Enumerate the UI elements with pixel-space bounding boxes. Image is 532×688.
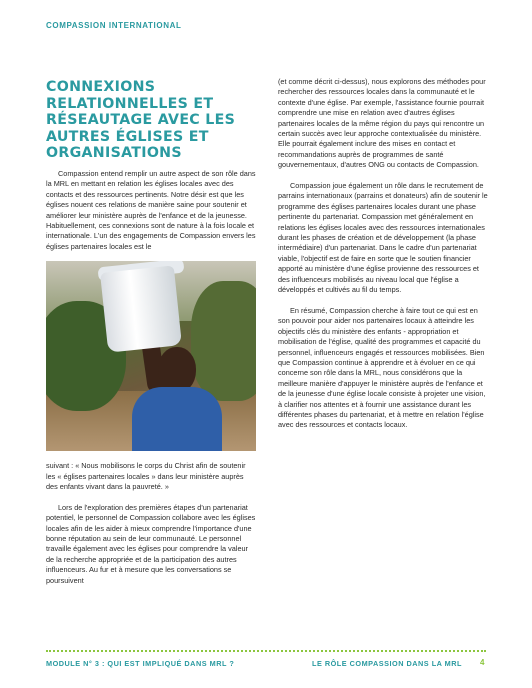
right-paragraph-2: Compassion joue également un rôle dans le recrutement de parrains internationaux (parrains et donateurs) afin de soutenir le programme des églises partenaires locales durant une phase pertinente du partenariat. Compassion met généralement en relations les églises locales avec des ressources internationales durant les phases de création et de développement (la phase intermédiaire) d'un partenariat. Dans le cadre d'un partenariat viable, l'objectif est de faire en sorte que le soutien financier apporté au ministère d'une église provienne des ressources et des influenceurs mobilisés au niveau local que l'église a développés et cultivés au fil du temps. bbox=[278, 181, 488, 295]
photo-girl-with-bucket bbox=[46, 261, 256, 451]
page-title: CONNEXIONS RELATIONNELLES ET RÉSEAUTAGE AVEC LES AUTRES ÉGLISES ET ORGANISATIONS bbox=[46, 79, 236, 162]
right-column bbox=[278, 77, 490, 431]
footer-divider bbox=[46, 650, 486, 652]
left-paragraph-2: Lors de l'exploration des premières étapes d'un partenariat potentiel, le personnel de Compassion collabore avec les églises locales afin de les aider à mieux comprendre l'importance d'une bonne réputation au sein de leur communauté. Le personnel travaille également avec les églises pour comprendre la valeur de la recherche appropriée et de la participation des autres influenceurs. Au fur et à mesure que les conversations se poursuivent bbox=[46, 502, 256, 585]
header-brand: COMPASSION INTERNATIONAL bbox=[46, 21, 182, 30]
left-paragraph-1: Compassion entend remplir un autre aspect de son rôle dans la MRL en mettant en relation les églises locales avec des contacts et des ressources pertinents. Notre désir est que les églises nouent ces relations de manière saine pour soutenir et améliorer leur ministère auprès de l'enfance et de la jeunesse. Habituellement, ces connexions sont de nature à la fois locale et internationale. L'un des engagements de Compassion envers les églises partenaires locales est le bbox=[46, 168, 256, 251]
page-number: 4 bbox=[480, 658, 485, 667]
left-paragraph-1-continued: suivant : « Nous mobilisons le corps du Christ afin de soutenir les « églises partenaires locales » dans leur ministère auprès des enfants vivant dans la pauvreté. » bbox=[46, 461, 246, 492]
footer-section-title: LE RÔLE COMPASSION DANS LA MRL bbox=[312, 659, 462, 668]
right-paragraph-3: En résumé, Compassion cherche à faire tout ce qui est en son pouvoir pour aider nos partenaires locaux à atteindre les objectifs clés du ministère des enfants - appropriation et mobilisation de l'église, qualité des programmes et capacité du personnel, influenceurs engagés et ressources mobilisées. Bien que Compassion continue à apprendre et à évoluer en ce qui concerne son rôle dans la MRL, nous considérons que la meilleure manière d'appuyer le ministère auprès de l'enfance et de la jeunesse d'une église locale consiste à projeter une vision, à clarifier nos attentes et à fournir une assistance durant les différentes phases du partenariat, et à mettre en relation l'église avec des ressources et contacts locaux. bbox=[278, 305, 486, 430]
footer-module-title: MODULE N° 3 : QUI EST IMPLIQUÉ DANS MRL ? bbox=[46, 659, 235, 668]
left-column bbox=[46, 79, 256, 586]
right-paragraph-1: (et comme décrit ci-dessus), nous explorons des méthodes pour rechercher des ressources locales dans la communauté et le contexte d'une église. Par exemple, l'assistance fournie pourrait comprendre une mise en relation avec d'autres églises partenaires locales de la même région du pays qui rencontre un certain succès avec leur approche contextualisée du ministère. Elle pourrait également inclure des mises en contact et recommandations auprès de programmes de santé gouvernementaux, d'autres ONG ou contacts de Compassion. bbox=[278, 77, 486, 170]
